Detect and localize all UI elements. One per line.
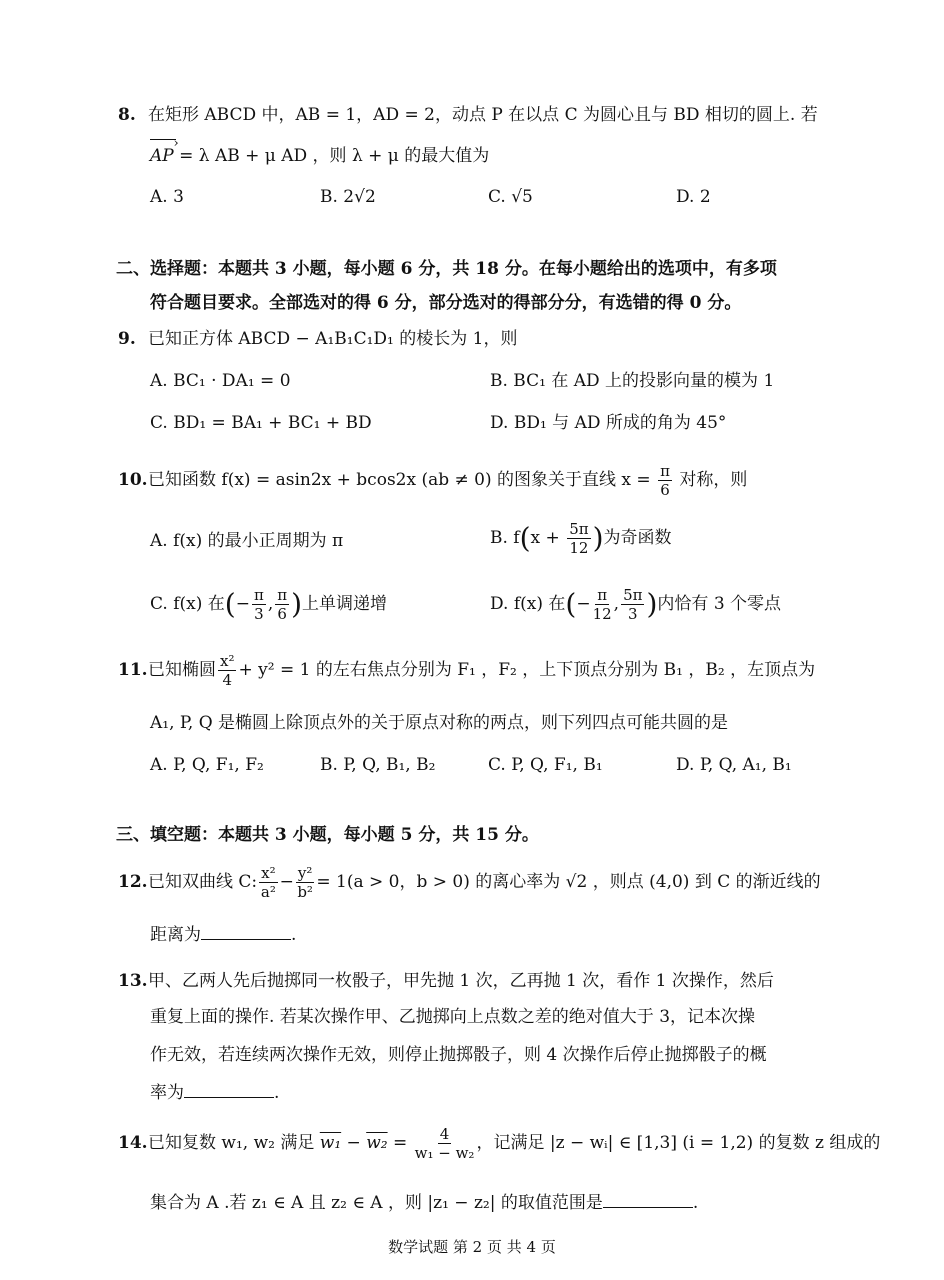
question-text: 对称，则 <box>679 470 748 490</box>
fraction-numerator: π <box>277 586 288 604</box>
question-number: 13. <box>118 971 148 991</box>
fraction-numerator: π <box>253 586 264 604</box>
option-a: A. f(x) 的最小正周期为 π <box>150 531 344 551</box>
question-11-stem <box>118 650 815 690</box>
question-text: . <box>274 1083 280 1103</box>
fraction-denominator: a² <box>260 883 276 901</box>
option-b: B. BC₁ 在 AD 上的投影向量的模为 1 <box>490 371 775 391</box>
answer-blank[interactable] <box>201 921 291 940</box>
question-text: 已知正方体 ABCD − A₁B₁C₁D₁ 的棱长为 1，则 <box>148 329 518 349</box>
question-text: 已知复数 w₁, w₂ 满足 <box>148 1133 315 1153</box>
fraction <box>296 864 315 901</box>
option-text: 上单调递增 <box>302 594 388 614</box>
fraction-denominator: 6 <box>660 481 670 499</box>
question-13-line3: 作无效，若连续两次操作无效，则停止抛掷骰子，则 4 次操作后停止抛掷骰子的概 <box>150 1045 767 1065</box>
option-text: 内恰有 3 个零点 <box>657 594 782 614</box>
fraction-denominator: 6 <box>277 605 287 623</box>
conjugate-w1: w₁ <box>319 1133 342 1153</box>
fraction <box>567 520 590 557</box>
option-a: A. P, Q, F₁, F₂ <box>150 755 264 775</box>
section-heading-line: 符合题目要求。全部选对的得 6 分，部分选对的得部分分，有选错的得 0 分。 <box>150 293 742 313</box>
answer-blank[interactable] <box>603 1189 693 1208</box>
option-text: x + <box>530 528 560 548</box>
paren-open: ( <box>519 521 531 555</box>
fraction-denominator: 12 <box>569 539 589 557</box>
conjugate-w2: w₂ <box>366 1133 388 1153</box>
paren-close: ) <box>646 587 658 621</box>
fraction-denominator: 12 <box>592 605 612 623</box>
question-text: 已知函数 f(x) = asin2x + bcos2x (ab ≠ 0) 的图象关于直线 x = <box>148 470 651 490</box>
question-number: 14. <box>118 1133 148 1153</box>
question-13-line4 <box>150 1078 279 1108</box>
paren-open: ( <box>565 587 577 621</box>
question-text: = 1(a > 0，b > 0) 的离心率为 √2 ，则点 (4,0) 到 C 的渐近线的 <box>316 872 821 892</box>
option-d: D. P, Q, A₁, B₁ <box>676 755 792 775</box>
question-text: + y² = 1 的左右焦点分别为 F₁ ，F₂ ，上下顶点分别为 B₁ ，B₂ ，左顶点为 <box>238 660 816 680</box>
option-d: D. f(x) 在(− $\frac{\pi}{12}$ , $\frac{5\pi}{3}$ )内恰有 3 个零点 <box>490 586 782 623</box>
option-b: B. P, Q, B₁, B₂ <box>320 755 436 775</box>
question-number: 8. <box>118 105 136 125</box>
fraction <box>252 586 266 623</box>
question-text: 率为 <box>150 1083 184 1103</box>
section-heading-line: 二、选择题：本题共 3 小题，每小题 6 分，共 18 分。在每小题给出的选项中，有多项 <box>116 259 777 279</box>
option-c: C. f(x) 在(− $\frac{\pi}{3}$ , $\frac{\pi}{6}$ )上单调递增 <box>150 586 388 623</box>
question-13-line2: 重复上面的操作. 若某次操作甲、乙抛掷向上点数之差的绝对值大于 3，记本次操 <box>150 1007 756 1027</box>
fraction <box>259 864 277 901</box>
question-text: 在矩形 ABCD 中，AB = 1，AD = 2，动点 P 在以点 C 为圆心且与 BD 相切的圆上. 若 <box>148 105 818 125</box>
option-c: C. BD₁ = BA₁ + BC₁ + BD <box>150 413 372 433</box>
option-d: D. BD₁ 与 AD 所成的角为 45° <box>490 413 727 433</box>
question-text: 距离为 <box>150 925 201 945</box>
paren-close: ) <box>291 587 303 621</box>
question-number: 12. <box>118 872 148 892</box>
option-text: C. f(x) 在 <box>150 594 225 614</box>
option-a: A. BC₁ · DA₁ = 0 <box>150 371 291 391</box>
page-footer: 数学试题 第 2 页 共 4 页 <box>388 1238 556 1256</box>
paren-open: ( <box>224 587 236 621</box>
section-2-heading <box>116 252 846 320</box>
fraction-numerator: π <box>597 586 608 604</box>
question-8-line1 <box>118 100 818 130</box>
question-text: 已知椭圆 <box>148 660 216 680</box>
option-text: D. f(x) 在 <box>490 594 566 614</box>
question-8-line2 <box>150 141 489 171</box>
fraction-denominator: 4 <box>222 671 233 689</box>
question-14-stem: 14.已知复数 w₁, w₂ 满足 w₁ − w₂ = $\frac{4}{\text{w₁ − w₂}}$ ，记满足 |z − wᵢ| ∈ [1,3] (i = 1,2) 的复数 z 组成的 <box>118 1120 880 1166</box>
question-13-line1 <box>118 966 774 996</box>
fraction <box>658 462 672 499</box>
question-12-line2 <box>150 920 296 950</box>
question-number: 9. <box>118 329 136 349</box>
fraction-numerator: x² <box>220 652 235 670</box>
question-9-stem <box>118 324 517 354</box>
question-text: 甲、乙两人先后抛掷同一枚骰子，甲先抛 1 次，乙再抛 1 次，看作 1 次操作，然后 <box>148 971 774 991</box>
question-10-stem <box>118 460 747 500</box>
fraction-denominator: 3 <box>254 605 264 623</box>
fraction-numerator: π <box>660 462 670 480</box>
fraction-numerator: x² <box>261 864 276 882</box>
option-text: B. f <box>490 528 520 548</box>
fraction <box>218 652 236 689</box>
fraction-numerator: 5π <box>569 520 589 538</box>
option-a: A. 3 <box>150 187 184 207</box>
fraction <box>275 586 289 623</box>
question-text: 集合为 A .若 z₁ ∈ A 且 z₂ ∈ A ，则 |z₁ − z₂| 的取值范围是 <box>150 1193 603 1213</box>
fraction <box>415 1125 475 1162</box>
vector-ap: AP › <box>150 141 174 171</box>
fraction-numerator: y² <box>297 864 313 882</box>
option-text: 为奇函数 <box>603 528 672 548</box>
question-text: . <box>692 1193 699 1213</box>
option-b <box>490 518 672 559</box>
question-14-line2 <box>150 1188 698 1218</box>
fraction-numerator: 5π <box>623 586 643 604</box>
fraction-numerator: 4 <box>439 1125 450 1143</box>
question-number: 11. <box>118 660 148 680</box>
section-3-heading: 三、填空题：本题共 3 小题，每小题 5 分，共 15 分。 <box>116 825 539 845</box>
option-c: C. √5 <box>488 187 533 207</box>
fraction-denominator: w₁ − w₂ <box>414 1144 475 1162</box>
paren-close: ) <box>592 521 604 555</box>
fraction <box>593 586 612 623</box>
fraction-denominator: b² <box>297 883 313 901</box>
question-12-stem: 12.已知双曲线 C: $\frac{\text{x²}}{\text{a²}}$ − $\frac{\text{y²}}{\text{b²}}$ = 1(a > 0，b > 0) 的离心率为 √2 ，则点 (4,0) 到 C 的渐近线的 <box>118 860 821 904</box>
question-number: 10. <box>118 470 148 490</box>
question-text: 已知双曲线 C: <box>148 872 258 892</box>
fraction-denominator: 3 <box>628 605 638 623</box>
question-11-line2: A₁, P, Q 是椭圆上除顶点外的关于原点对称的两点，则下列四点可能共圆的是 <box>150 713 729 733</box>
question-text: ，记满足 |z − wᵢ| ∈ [1,3] (i = 1,2) 的复数 z 组成的 <box>476 1133 881 1153</box>
option-b: B. 2√2 <box>320 187 376 207</box>
fraction <box>621 586 644 623</box>
question-text: . <box>291 925 297 945</box>
option-d: D. 2 <box>676 187 711 207</box>
question-text: = λ AB + μ AD ，则 λ + μ 的最大值为 <box>179 146 490 166</box>
option-c: C. P, Q, F₁, B₁ <box>488 755 603 775</box>
answer-blank[interactable] <box>184 1079 274 1098</box>
